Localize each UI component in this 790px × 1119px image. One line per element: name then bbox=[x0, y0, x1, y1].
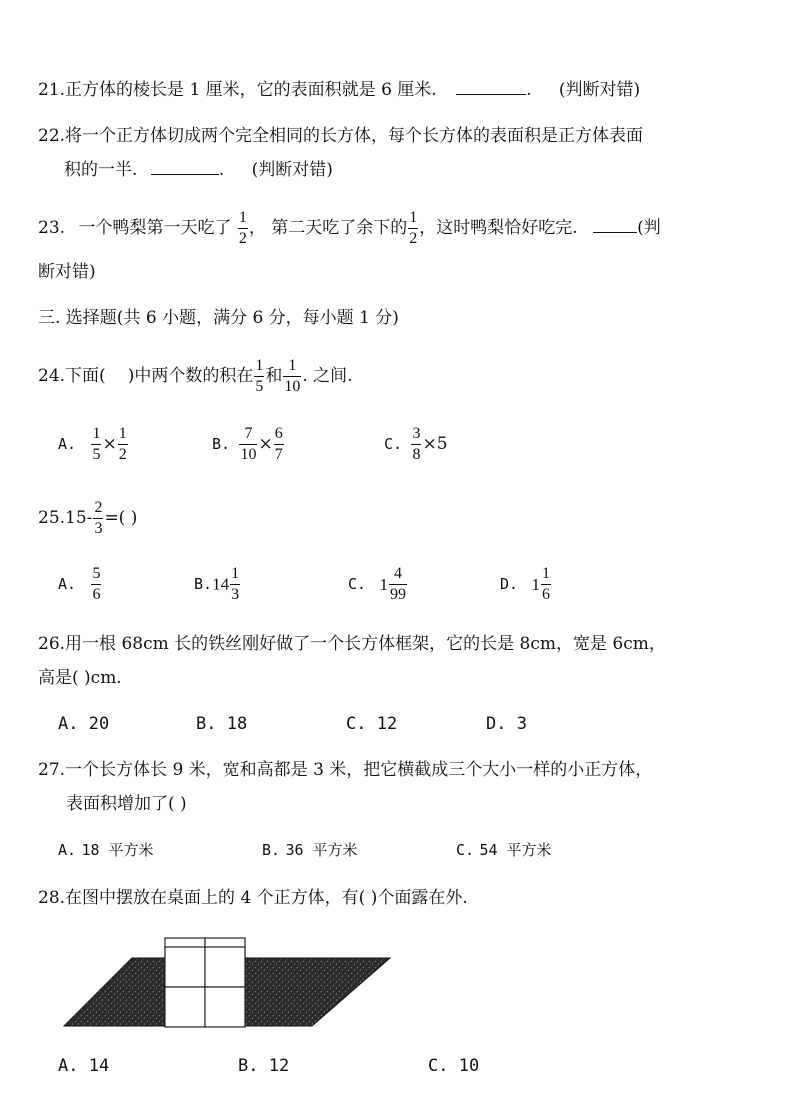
question-22-line2 bbox=[64, 158, 333, 182]
option-b[interactable]: B. $\frac{7}{10}$ × $\frac{6}{7}$ bbox=[212, 425, 283, 463]
option-a[interactable]: A. 18 平方米 bbox=[58, 841, 154, 859]
judge-hint: (判断对错) bbox=[251, 160, 333, 180]
question-22 bbox=[38, 124, 643, 148]
question-26-line2: 高是( )cm. bbox=[38, 668, 122, 688]
option-c[interactable]: C. 10 bbox=[428, 1056, 480, 1076]
fraction: $\frac{1}{6}$ bbox=[541, 565, 550, 603]
question-27-line2: 表面积增加了( ) bbox=[66, 794, 187, 814]
option-c[interactable]: C. 1 $\frac{4}{99}$ bbox=[348, 565, 406, 603]
question-27: 27.一个长方体长 9 米，宽和高都是 3 米，把它横截成三个大小一样的小正方体， bbox=[38, 760, 653, 780]
cubes-illustration bbox=[62, 930, 402, 1030]
cube-bottom-right bbox=[205, 987, 245, 1027]
fraction: $\frac{1}{5}$ bbox=[255, 357, 264, 395]
fraction: $\frac{1}{3}$ bbox=[231, 565, 240, 603]
option-c[interactable]: C. 54 平方米 bbox=[456, 841, 552, 859]
question-number: 26. bbox=[38, 634, 66, 654]
judge-hint: 断对错) bbox=[38, 262, 96, 282]
fraction: $\frac{7}{10}$ bbox=[240, 425, 257, 463]
option-a[interactable]: A. $\frac{5}{6}$ bbox=[58, 565, 101, 603]
answer-blank[interactable] bbox=[456, 79, 526, 95]
fraction: $\frac{6}{7}$ bbox=[274, 425, 283, 463]
fraction-one-half: $\frac{1}{2}$ bbox=[238, 209, 247, 247]
question-25: 25.15- $\frac{2}{3}$ =( ) bbox=[38, 499, 138, 537]
fraction: $\frac{5}{6}$ bbox=[92, 565, 101, 603]
answer-blank-end: . bbox=[526, 80, 532, 100]
option-b[interactable]: B. 18 bbox=[196, 714, 248, 734]
option-c[interactable]: C. 12 bbox=[346, 714, 398, 734]
question-text: 正方体的棱长是 1 厘米，它的表面积就是 6 厘米. bbox=[65, 80, 437, 100]
answer-blank[interactable] bbox=[151, 159, 219, 175]
question-text-line2: 积的一半. bbox=[64, 160, 138, 180]
judge-hint: (判断对错) bbox=[558, 80, 641, 100]
fraction: $\frac{2}{3}$ bbox=[94, 499, 103, 537]
question-text-line1: 将一个正方体切成两个完全相同的长方体，每个长方体的表面积是正方体表面 bbox=[65, 126, 644, 146]
judge-hint: (判 bbox=[637, 218, 661, 238]
option-d[interactable]: D. 3 bbox=[486, 714, 527, 734]
question-number: 27. bbox=[38, 760, 66, 780]
question-28: 28.在图中摆放在桌面上的 4 个正方体，有( )个面露在外. bbox=[38, 888, 468, 908]
question-21 bbox=[38, 78, 640, 102]
fraction: $\frac{1}{2}$ bbox=[118, 425, 127, 463]
question-number: 23. bbox=[38, 218, 66, 238]
option-a[interactable]: A. 14 bbox=[58, 1056, 110, 1076]
answer-blank-end: . bbox=[218, 160, 225, 180]
question-text: 一个鸭梨第一天吃了 bbox=[78, 218, 232, 238]
section-heading: 三. 选择题(共 6 小题，满分 6 分，每小题 1 分) bbox=[38, 308, 399, 328]
question-24: 24.下面( )中两个数的积在 $\frac{1}{5}$ 和 $\frac{1}{10}$ . 之间. bbox=[38, 357, 353, 395]
question-23-line2 bbox=[38, 260, 96, 284]
option-d[interactable]: D. 1 $\frac{1}{6}$ bbox=[500, 565, 550, 603]
option-b[interactable]: B. 12 bbox=[238, 1056, 290, 1076]
question-number: 22. bbox=[38, 126, 66, 146]
fraction: $\frac{4}{99}$ bbox=[389, 565, 406, 603]
question-number: 25. bbox=[38, 508, 66, 528]
cube-bottom-left bbox=[165, 987, 205, 1027]
fraction: $\frac{1}{5}$ bbox=[92, 425, 101, 463]
option-b[interactable]: B.14 $\frac{1}{3}$ bbox=[194, 565, 240, 603]
option-a[interactable]: A. $\frac{1}{5}$ × $\frac{1}{2}$ bbox=[58, 425, 127, 463]
question-23: 23. 一个鸭梨第一天吃了 $\frac{1}{2}$ ， 第二天吃了余下的 $\frac{1}{2}$ ，这时鸭梨恰好吃完. (判 bbox=[38, 209, 661, 247]
question-number: 21. bbox=[38, 80, 66, 100]
question-number: 24. bbox=[38, 366, 66, 386]
option-c[interactable]: C. $\frac{3}{8}$ ×5 bbox=[384, 425, 448, 463]
answer-blank[interactable] bbox=[593, 217, 637, 233]
option-a[interactable]: A. 20 bbox=[58, 714, 110, 734]
question-number: 28. bbox=[38, 888, 66, 908]
fraction: $\frac{1}{10}$ bbox=[284, 357, 301, 395]
cube-top-left bbox=[165, 947, 205, 987]
fraction: $\frac{3}{8}$ bbox=[412, 425, 421, 463]
cube-top-right bbox=[205, 947, 245, 987]
question-26: 26.用一根 68cm 长的铁丝刚好做了一个长方体框架，它的长是 8cm，宽是 6cm， bbox=[38, 634, 666, 654]
option-b[interactable]: B. 36 平方米 bbox=[262, 841, 358, 859]
cubes-on-table-figure bbox=[62, 930, 402, 1034]
fraction-one-half: $\frac{1}{2}$ bbox=[409, 209, 418, 247]
